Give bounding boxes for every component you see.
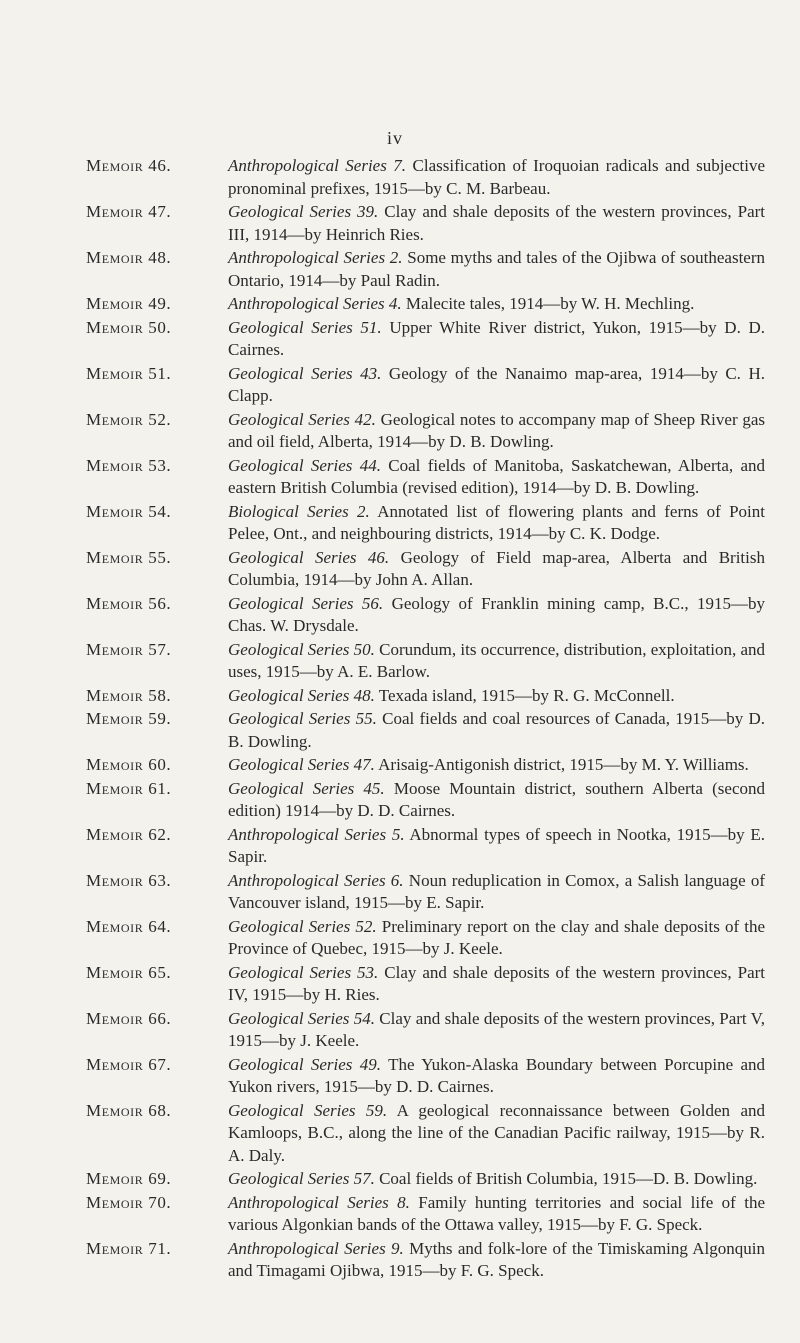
memoir-title: A geological reconnaissance between Golden and Kamloops, B.C., along the line of the Canadian Pacific railway, 1915—by R. A. Daly. xyxy=(228,1100,765,1165)
memoir-description xyxy=(226,501,766,546)
memoir-number: Memoir 50. xyxy=(86,317,172,337)
memoir-title: Classification of Iroquoian radicals and subjective pronominal prefixes, 1915—by C. M. Barbeau. xyxy=(228,156,766,198)
page-number: iv xyxy=(386,128,403,148)
series-label: Geological Series 51. xyxy=(228,317,382,337)
memoir-entry xyxy=(86,916,766,961)
memoir-entry xyxy=(86,547,766,592)
memoir-number: Memoir 48. xyxy=(86,248,172,267)
memoir-entry xyxy=(86,754,766,777)
memoir-number: Memoir 66. xyxy=(86,1008,172,1028)
memoir-description xyxy=(226,870,766,915)
memoir-title: Moose Mountain district, southern Alberta (second edition) 1914—by D. D. Cairnes. xyxy=(228,778,765,820)
memoir-number: Memoir 69. xyxy=(86,1169,172,1188)
series-label: Geological Series 55. xyxy=(228,709,377,728)
memoir-description xyxy=(226,363,766,408)
series-label: Anthropological Series 8. xyxy=(228,1192,410,1212)
memoir-description xyxy=(226,1054,766,1099)
memoir-number: Memoir 52. xyxy=(86,409,172,429)
memoir-entry xyxy=(86,962,766,1007)
memoir-title: Geology of Field map-area, Alberta and British Columbia, 1914—by John A. Allan. xyxy=(228,547,765,589)
memoir-entry xyxy=(86,1168,766,1191)
memoir-title: The Yukon-Alaska Boundary between Porcupine and Yukon rivers, 1915—by D. D. Cairnes. xyxy=(228,1054,766,1096)
memoir-title: Geology of Franklin mining camp, B.C., 1915—by Chas. W. Drysdale. xyxy=(228,593,766,635)
memoir-title: Coal fields of Manitoba, Saskatchewan, Alberta, and eastern British Columbia (revised edition), 1914—by D. B. Dowling. xyxy=(228,455,766,497)
series-label: Geological Series 53. xyxy=(228,962,379,982)
memoir-title: Coal fields of British Columbia, 1915—D. B. Dowling. xyxy=(379,1169,758,1188)
series-label: Geological Series 46. xyxy=(228,547,390,567)
memoir-number: Memoir 46. xyxy=(86,156,172,175)
series-label: Geological Series 43. xyxy=(228,363,382,383)
memoir-number: Memoir 62. xyxy=(86,824,172,844)
series-label: Geological Series 49. xyxy=(228,1054,382,1074)
series-label: Geological Series 50. xyxy=(228,639,375,659)
memoir-title: Abnormal types of speech in Nootka, 1915—by E. Sapir. xyxy=(228,824,765,866)
memoir-number: Memoir 64. xyxy=(86,916,172,936)
series-label: Geological Series 39. xyxy=(228,202,379,221)
memoir-description xyxy=(226,317,766,362)
memoir-description xyxy=(226,455,766,500)
memoir-number: Memoir 58. xyxy=(86,685,172,705)
series-label: Geological Series 52. xyxy=(228,916,377,936)
memoir-entry xyxy=(86,317,766,362)
memoir-number: Memoir 49. xyxy=(86,294,172,313)
memoir-description xyxy=(226,201,766,246)
memoir-description xyxy=(226,409,766,454)
memoir-entry xyxy=(86,409,766,454)
memoir-title: Malecite tales, 1914—by W. H. Mechling. xyxy=(405,294,695,313)
series-label: Biological Series 2. xyxy=(228,501,370,521)
series-label: Anthropological Series 4. xyxy=(228,294,402,313)
series-label: Geological Series 54. xyxy=(228,1008,375,1028)
memoir-title: Family hunting territories and social life of the various Algonkian bands of the Ottawa valley, 1915—by F. G. Speck. xyxy=(228,1192,765,1234)
memoir-description xyxy=(226,1238,766,1283)
memoir-description xyxy=(226,547,766,592)
series-label: Geological Series 44. xyxy=(228,455,381,475)
memoir-number: Memoir 70. xyxy=(86,1192,172,1212)
series-label: Anthropological Series 9. xyxy=(228,1238,404,1258)
memoir-description xyxy=(226,685,766,708)
memoir-description xyxy=(226,754,766,777)
memoir-description xyxy=(226,293,766,316)
memoir-number: Memoir 65. xyxy=(86,962,172,982)
memoir-number: Memoir 63. xyxy=(86,870,172,890)
memoir-number: Memoir 60. xyxy=(86,755,172,774)
memoir-entry xyxy=(86,155,766,200)
memoir-number: Memoir 54. xyxy=(86,501,172,521)
memoir-entry xyxy=(86,247,766,292)
series-label: Geological Series 48. xyxy=(228,685,375,705)
memoir-entry xyxy=(86,685,766,708)
memoir-entry xyxy=(86,1008,766,1053)
memoir-description xyxy=(226,1168,766,1191)
memoir-title: Corundum, its occurrence, distribution, exploitation, and uses, 1915—by A. E. Barlow. xyxy=(228,639,766,681)
memoir-title: Preliminary report on the clay and shale deposits of the Province of Quebec, 1915—by J. Keele. xyxy=(228,916,766,958)
memoir-number: Memoir 59. xyxy=(86,709,172,728)
memoir-description xyxy=(226,247,766,292)
series-label: Geological Series 45. xyxy=(228,778,385,798)
memoir-title: Geology of the Nanaimo map-area, 1914—by C. H. Clapp. xyxy=(228,363,765,405)
memoir-entry xyxy=(86,639,766,684)
memoir-title: Noun reduplication in Comox, a Salish language of Vancouver island, 1915—by E. Sapir. xyxy=(228,870,766,912)
memoir-list xyxy=(86,155,766,1284)
memoir-entry xyxy=(86,455,766,500)
memoir-description xyxy=(226,1192,766,1237)
series-label: Geological Series 42. xyxy=(228,409,376,429)
memoir-entry xyxy=(86,293,766,316)
series-label: Geological Series 47. xyxy=(228,755,375,774)
memoir-number: Memoir 56. xyxy=(86,593,172,613)
memoir-description xyxy=(226,1008,766,1053)
memoir-entry xyxy=(86,1054,766,1099)
memoir-description xyxy=(226,1100,766,1168)
memoir-number: Memoir 55. xyxy=(86,547,172,567)
memoir-entry xyxy=(86,824,766,869)
memoir-number: Memoir 67. xyxy=(86,1054,172,1074)
memoir-title: Coal fields and coal resources of Canada, 1915—by D. B. Dowling. xyxy=(228,709,766,751)
memoir-description xyxy=(226,962,766,1007)
memoir-number: Memoir 61. xyxy=(86,778,172,798)
memoir-description xyxy=(226,778,766,823)
series-label: Geological Series 57. xyxy=(228,1169,375,1188)
series-label: Geological Series 56. xyxy=(228,593,384,613)
memoir-title: Some myths and tales of the Ojibwa of southeastern Ontario, 1914—by Paul Radin. xyxy=(228,248,766,290)
memoir-entry xyxy=(86,870,766,915)
series-label: Anthropological Series 5. xyxy=(228,824,405,844)
series-label: Anthropological Series 2. xyxy=(228,248,403,267)
memoir-number: Memoir 71. xyxy=(86,1238,172,1258)
memoir-number: Memoir 68. xyxy=(86,1100,172,1120)
memoir-entry xyxy=(86,1192,766,1237)
memoir-description xyxy=(226,824,766,869)
memoir-number: Memoir 57. xyxy=(86,639,172,659)
memoir-description xyxy=(226,916,766,961)
memoir-entry xyxy=(86,1100,766,1168)
memoir-title: Upper White River district, Yukon, 1915—by D. D. Cairnes. xyxy=(228,317,766,359)
memoir-number: Memoir 53. xyxy=(86,455,172,475)
memoir-title: Arisaig-Antigonish district, 1915—by M. Y. Williams. xyxy=(378,755,749,774)
memoir-description xyxy=(226,155,766,200)
memoir-title: Myths and folk-lore of the Timiskaming Algonquin and Timagami Ojibwa, 1915—by F. G. Speck. xyxy=(228,1238,765,1280)
memoir-entry xyxy=(86,501,766,546)
series-label: Anthropological Series 7. xyxy=(228,156,407,175)
memoir-title: Clay and shale deposits of the western provinces, Part V, 1915—by J. Keele. xyxy=(228,1008,766,1050)
memoir-title: Texada island, 1915—by R. G. McConnell. xyxy=(378,685,675,705)
memoir-title: Geological notes to accompany map of Sheep River gas and oil field, Alberta, 1914—by D. B. Dowling. xyxy=(228,409,766,451)
memoir-entry xyxy=(86,201,766,246)
memoir-description xyxy=(226,593,766,638)
memoir-number: Memoir 47. xyxy=(86,202,172,221)
memoir-number: Memoir 51. xyxy=(86,363,172,383)
series-label: Anthropological Series 6. xyxy=(228,870,404,890)
memoir-entry xyxy=(86,778,766,823)
memoir-title: Clay and shale deposits of the western provinces, Part IV, 1915—by H. Ries. xyxy=(228,962,765,1004)
memoir-entry xyxy=(86,708,766,753)
memoir-entry xyxy=(86,363,766,408)
memoir-description xyxy=(226,639,766,684)
series-label: Geological Series 59. xyxy=(228,1100,388,1120)
memoir-title: Annotated list of flowering plants and ferns of Point Pelee, Ont., and neighbouring districts, 1914—by C. K. Dodge. xyxy=(228,501,765,543)
memoir-description xyxy=(226,708,766,753)
memoir-entry xyxy=(86,1238,766,1283)
memoir-entry xyxy=(86,593,766,638)
memoir-title: Clay and shale deposits of the western provinces, Part III, 1914—by Heinrich Ries. xyxy=(228,202,765,244)
